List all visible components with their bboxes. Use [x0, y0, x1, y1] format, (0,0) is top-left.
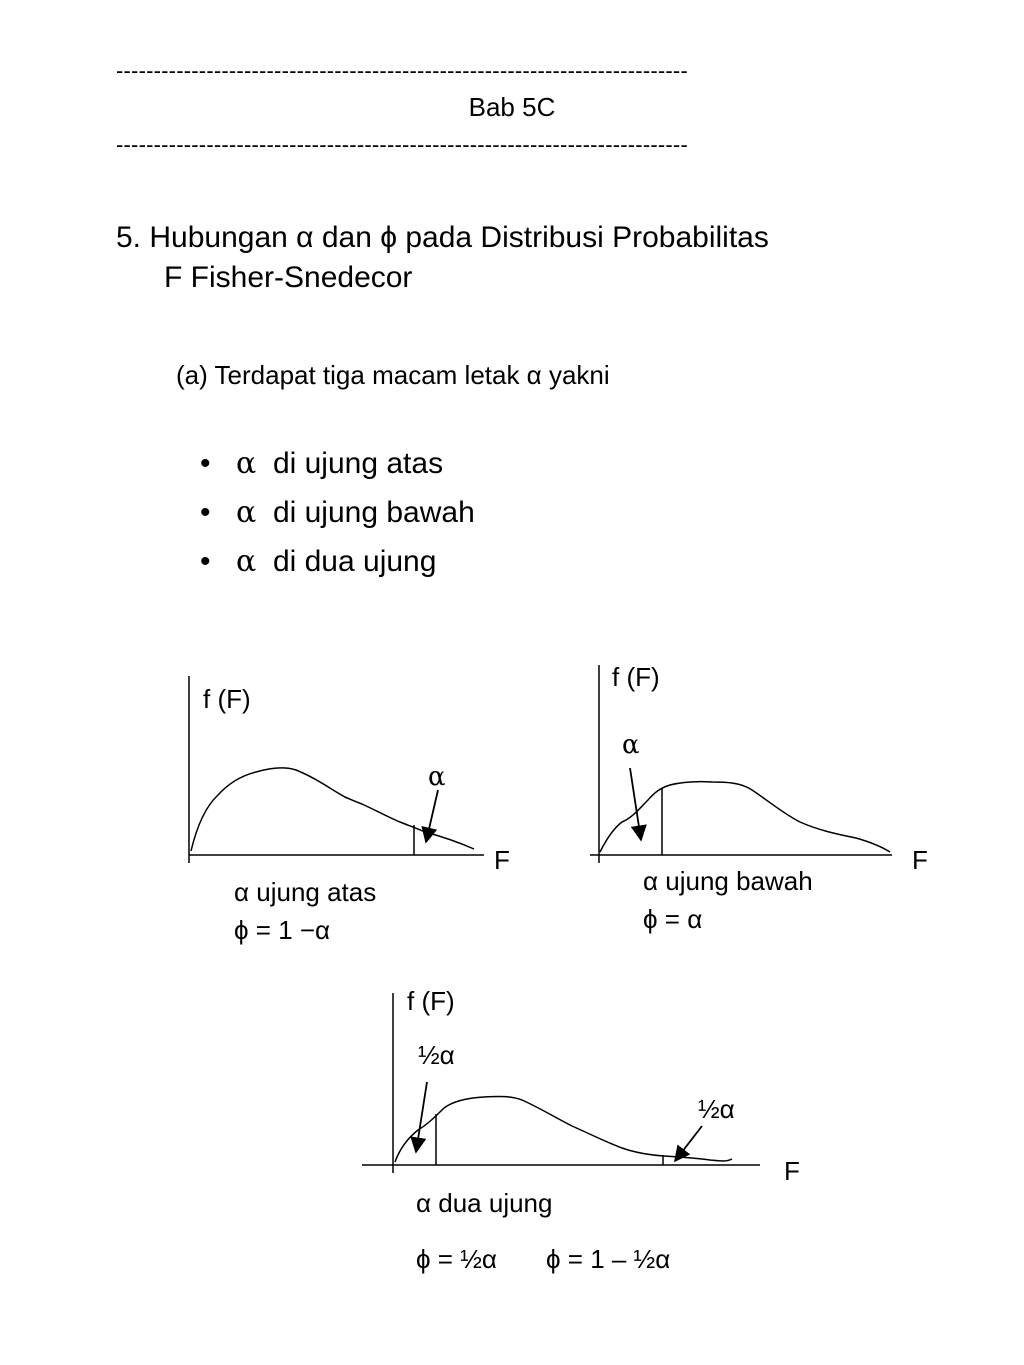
upper-caption-line2: ϕ = 1 −α	[234, 915, 331, 945]
header-rule-top: ----------------------------------------------------------------------------	[116, 58, 688, 83]
two-tail-left-half-alpha-label: ½α	[418, 1040, 455, 1070]
lower-x-axis-label: F	[912, 845, 928, 875]
header-rule-bottom: ----------------------------------------------------------------------------	[116, 132, 688, 157]
upper-caption-line1: α ujung atas	[234, 877, 377, 907]
bullet-marker: •	[200, 447, 211, 480]
upper-y-axis-label: f (F)	[203, 684, 251, 714]
left-half-alpha-arrow	[416, 1082, 427, 1152]
chapter-title: Bab 5C	[468, 92, 556, 122]
section-heading-line2: F Fisher-Snedecor	[164, 261, 413, 294]
section-heading-line1: 5. Hubungan α dan ϕ pada Distribusi Probabilitas	[116, 221, 769, 254]
two-tail-right-half-alpha-label: ½α	[698, 1094, 735, 1124]
bullet-text: di dua ujung	[272, 545, 437, 578]
two-tail-x-axis-label: F	[784, 1156, 800, 1186]
bullet-marker: •	[200, 545, 211, 578]
diagram-lower-tail	[590, 665, 892, 863]
two-tail-caption-upper-phi: ϕ = 1 – ½α	[546, 1244, 671, 1274]
alpha-arrow	[630, 768, 641, 840]
lower-alpha-label: α	[622, 730, 640, 760]
two-tail-caption-lower-phi: ϕ = ½α	[416, 1244, 497, 1274]
density-curve	[600, 782, 890, 852]
two-tail-caption-line1: α dua ujung	[416, 1188, 553, 1218]
two-tail-y-axis-label: f (F)	[407, 986, 455, 1016]
alpha-symbol: α	[236, 446, 257, 481]
lower-caption-line1: α ujung bawah	[643, 866, 813, 896]
bullet-marker: •	[200, 496, 211, 529]
alpha-symbol: α	[236, 495, 257, 530]
intro-text: (a) Terdapat tiga macam letak α yakni	[176, 360, 610, 390]
lower-caption-line2: ϕ = α	[643, 904, 703, 934]
bullet-text: di ujung bawah	[272, 496, 475, 529]
right-half-alpha-arrow	[675, 1126, 702, 1161]
bullet-text: di ujung atas	[272, 447, 444, 480]
upper-x-axis-label: F	[494, 845, 510, 875]
alpha-symbol: α	[236, 544, 257, 579]
upper-alpha-label: α	[428, 762, 446, 792]
diagram-two-tail	[362, 993, 760, 1173]
lower-y-axis-label: f (F)	[612, 662, 660, 692]
